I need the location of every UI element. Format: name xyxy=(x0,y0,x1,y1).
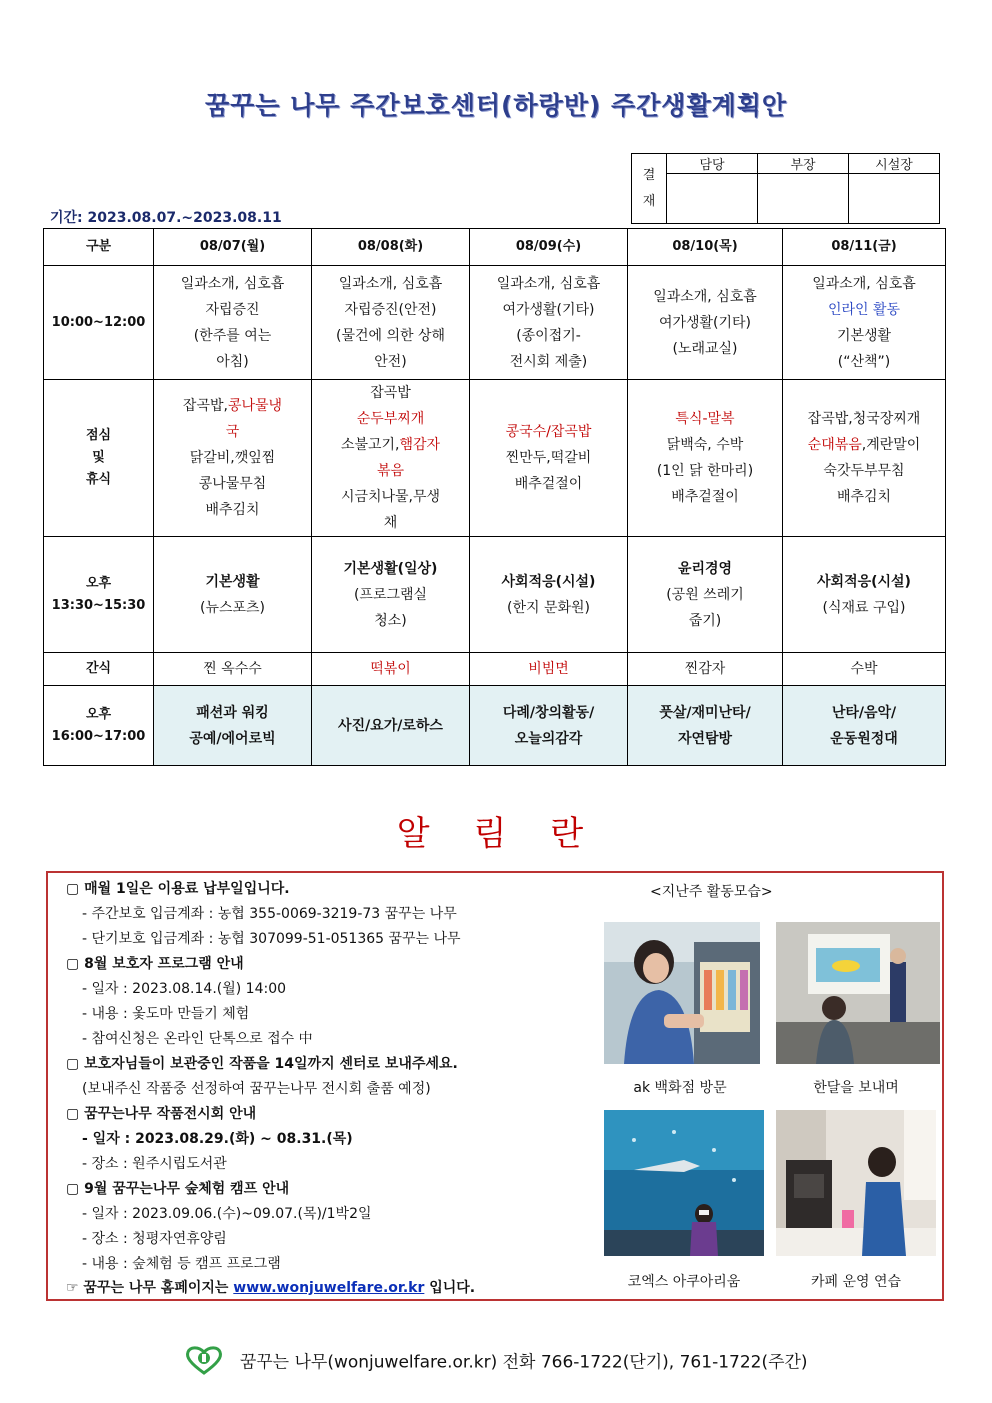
notice-item: - 장소 : 청평자연휴양림 xyxy=(82,1231,227,1247)
late-wed: 다례/창의활동/ 오늘의감각 xyxy=(470,686,628,766)
lunch-fri: 잡곡밥,청국장찌개 순대볶음,계란말이 숙갓두부무침 배추김치 xyxy=(783,380,946,537)
approval-header-director: 시설장 xyxy=(849,154,940,174)
lunch-wed: 콩국수/잡곡밥 찐만두,떡갈비 배추겉절이 xyxy=(470,380,628,537)
morning-wed: 일과소개, 심호흡 여가생활(기타) (종이접기- 전시회 제출) xyxy=(470,266,628,380)
photo-caption-4: 카페 운영 연습 xyxy=(810,1274,902,1290)
morning-time: 10:00~12:00 xyxy=(44,266,154,380)
approval-sign-chief[interactable] xyxy=(758,174,849,224)
approval-sign-director[interactable] xyxy=(849,174,940,224)
footer-contact: 꿈꾸는 나무(wonjuwelfare.or.kr) 전화 766-1722(단기), 761-1722(주간) xyxy=(239,1352,808,1373)
notice-item: ▢ 꿈꾸는나무 작품전시회 안내 xyxy=(66,1106,257,1122)
notice-item: - 참여신청은 온라인 단톡으로 접수 中 xyxy=(82,1031,313,1047)
homepage-line: ☞ 꿈꾸는 나무 홈페이지는 www.wonjuwelfare.or.kr 입니다. xyxy=(66,1280,476,1296)
header-day-mon: 08/07(월) xyxy=(154,229,312,266)
photos-caption: <지난주 활동모습> xyxy=(650,884,773,900)
header-label: 구분 xyxy=(44,229,154,266)
afternoon-fri: 사회적응(시설) (식재료 구입) xyxy=(783,537,946,653)
notice-item: - 일자 : 2023.09.06.(수)~09.07.(목)/1박2일 xyxy=(82,1206,372,1222)
lunch-row xyxy=(44,380,946,537)
notice-item: - 단기보호 입금계좌 : 농협 307099-51-051365 꿈꾸는 나무 xyxy=(82,931,461,947)
photo-cafe-practice xyxy=(776,1110,936,1256)
snack-tue: 떡볶이 xyxy=(312,653,470,686)
approval-header-chief: 부장 xyxy=(758,154,849,174)
notice-item: - 내용 : 옻도마 만들기 체험 xyxy=(82,1006,250,1022)
snack-fri: 수박 xyxy=(783,653,946,686)
late-tue: 사진/요가/로하스 xyxy=(312,686,470,766)
notice-item: - 장소 : 원주시립도서관 xyxy=(82,1156,227,1172)
afternoon-thu: 윤리경영 (공원 쓰레기 줍기) xyxy=(628,537,783,653)
notice-item: - 주간보호 입금계좌 : 농협 355-0069-3219-73 꿈꾸는 나무 xyxy=(82,906,457,922)
approval-box xyxy=(631,153,940,224)
notice-item: - 일자 : 2023.08.14.(월) 14:00 xyxy=(82,981,287,997)
photo-caption-1: ak 백화점 방문 xyxy=(633,1080,727,1096)
photo-month-wrapup xyxy=(776,922,940,1064)
morning-fri: 일과소개, 심호흡 인라인 활동 기본생활 (“산책”) xyxy=(783,266,946,380)
morning-row xyxy=(44,266,946,380)
afternoon-tue: 기본생활(일상) (프로그램실 청소) xyxy=(312,537,470,653)
homepage-link[interactable]: www.wonjuwelfare.or.kr xyxy=(233,1280,425,1296)
footer xyxy=(0,1345,992,1380)
afternoon-row xyxy=(44,537,946,653)
heart-logo-icon xyxy=(184,1345,224,1380)
late-row xyxy=(44,686,946,766)
morning-mon: 일과소개, 심호흡 자립증진 (한주를 여는 아침) xyxy=(154,266,312,380)
lunch-mon: 잡곡밥,콩나물냉 국 닭갈비,깻잎찜 콩나물무침 배추김치 xyxy=(154,380,312,537)
photo-caption-2: 한달을 보내며 xyxy=(813,1080,899,1096)
lunch-thu: 특식-말복 닭백숙, 수박 (1인 닭 한마리) 배추겉절이 xyxy=(628,380,783,537)
lunch-tue: 잡곡밥 순두부찌개 소불고기,햄감자 볶음 시금치나물,무생 채 xyxy=(312,380,470,537)
photo-aquarium xyxy=(604,1110,764,1256)
snack-label: 간식 xyxy=(44,653,154,686)
snack-wed: 비빔면 xyxy=(470,653,628,686)
notice-item: - 일자 : 2023.08.29.(화) ~ 08.31.(목) xyxy=(82,1131,353,1147)
notice-list xyxy=(66,877,626,1277)
notice-heading: 알림란 xyxy=(396,814,628,854)
morning-thu: 일과소개, 심호흡 여가생활(기타) (노래교실) xyxy=(628,266,783,380)
snack-mon: 찐 옥수수 xyxy=(154,653,312,686)
late-mon: 패션과 워킹 공예/에어로빅 xyxy=(154,686,312,766)
schedule-header-row xyxy=(44,229,946,266)
notice-item: - 내용 : 숲체험 등 캠프 프로그램 xyxy=(82,1256,281,1272)
afternoon-wed: 사회적응(시설) (한지 문화원) xyxy=(470,537,628,653)
snack-row xyxy=(44,653,946,686)
photo-department-store xyxy=(604,922,760,1064)
approval-side-label: 결 재 xyxy=(632,154,667,224)
photo-caption-3: 코엑스 아쿠아리움 xyxy=(627,1274,741,1290)
approval-header-manager: 담당 xyxy=(667,154,758,174)
header-day-thu: 08/10(목) xyxy=(628,229,783,266)
approval-sign-manager[interactable] xyxy=(667,174,758,224)
notice-item: ▢ 보호자님들이 보관중인 작품을 14일까지 센터로 보내주세요. xyxy=(66,1056,458,1072)
notice-item: ▢ 8월 보호자 프로그램 안내 xyxy=(66,956,244,972)
header-day-tue: 08/08(화) xyxy=(312,229,470,266)
morning-tue: 일과소개, 심호흡 자립증진(안전) (물건에 의한 상해 안전) xyxy=(312,266,470,380)
afternoon-time: 오후 13:30~15:30 xyxy=(44,537,154,653)
schedule-table xyxy=(43,228,946,766)
late-thu: 풋살/재미난타/ 자연탐방 xyxy=(628,686,783,766)
late-time: 오후 16:00~17:00 xyxy=(44,686,154,766)
late-fri: 난타/음악/ 운동원정대 xyxy=(783,686,946,766)
lunch-label: 점심 및 휴식 xyxy=(44,380,154,537)
notice-item: (보내주신 작품중 선정하여 꿈꾸는나무 전시회 출품 예정) xyxy=(82,1081,431,1097)
header-day-fri: 08/11(금) xyxy=(783,229,946,266)
afternoon-mon: 기본생활 (뉴스포츠) xyxy=(154,537,312,653)
snack-thu: 찐감자 xyxy=(628,653,783,686)
notice-item: ▢ 9월 꿈꾸는나무 숲체험 캠프 안내 xyxy=(66,1181,290,1197)
schedule-period: 기간: 2023.08.07.~2023.08.11 xyxy=(50,210,282,226)
header-day-wed: 08/09(수) xyxy=(470,229,628,266)
notice-item: ▢ 매월 1일은 이용료 납부일입니다. xyxy=(66,881,290,897)
page-title: 꿈꾸는 나무 주간보호센터(하랑반) 주간생활계획안 xyxy=(204,91,788,120)
